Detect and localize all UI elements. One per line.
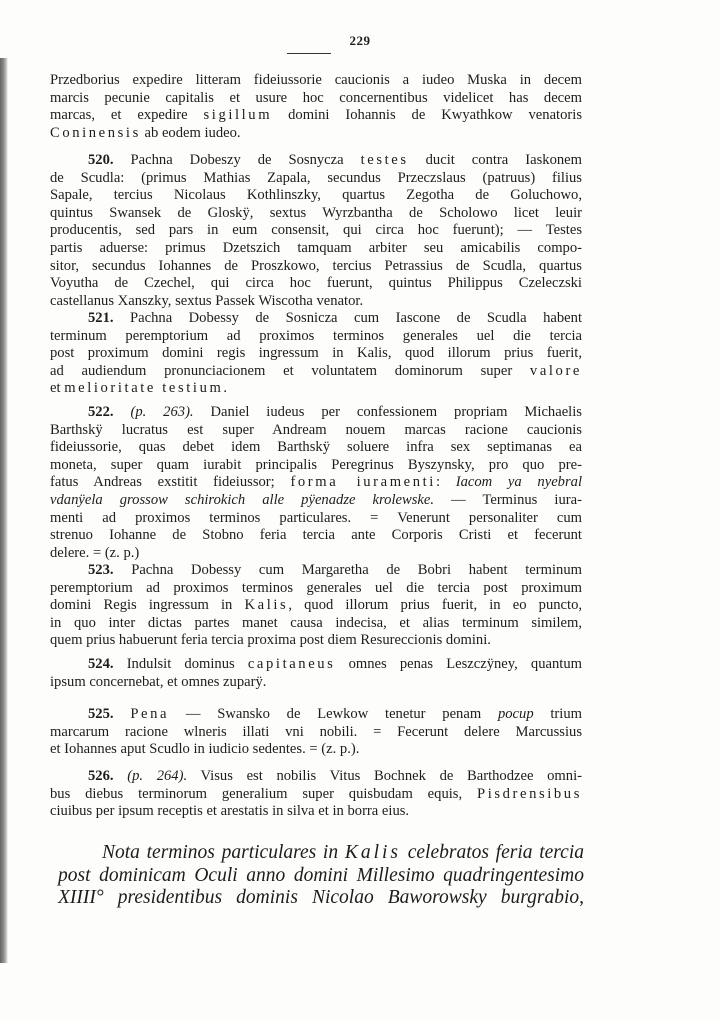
entry-number: 522. xyxy=(88,404,114,420)
text-line: 523. Pachna Dobessy cum Margaretha de Bobri habent terminum xyxy=(88,562,582,578)
entry-523 xyxy=(50,562,582,650)
binding-shadow xyxy=(0,58,8,963)
text-line: marcas, et expedire sigillum domini Iohannis de Kwyathkow venatoris xyxy=(50,107,582,124)
page-number-rule xyxy=(287,53,331,54)
text-line: delere. = (z. p.) xyxy=(50,544,140,561)
entry-number: 521. xyxy=(88,310,114,326)
text-line: fideiussorie, quas debet idem Barthskÿ soluere infra sex septimanas ea xyxy=(50,439,582,456)
text-line: fatus Andreas exstitit fideiussor; forma iuramenti: Iacom ya nyebral xyxy=(50,474,582,491)
text-line: producentis, sed pars in eum consensit, qui circa hoc fuerunt); — Testes xyxy=(50,222,582,239)
text-line: menti ad proximos terminos particulares. = Venerunt personaliter cum xyxy=(50,509,582,526)
paragraph-continuation xyxy=(50,72,582,142)
entry-number: 524. xyxy=(88,656,114,672)
section-heading xyxy=(58,842,584,910)
heading-line: Nota terminos particulares in Kalis celebratos feria tercia xyxy=(102,842,584,863)
entry-520 xyxy=(50,152,582,310)
text-line: 521. Pachna Dobessy de Sosnicza cum Iascone de Scudla habent xyxy=(88,310,582,326)
text-line: peremptorium ad proximos terminos generales uel die tercia post proximum xyxy=(50,579,582,596)
text-line: 526. (p. 264). Visus est nobilis Vitus Bochnek de Barthodzee omni- xyxy=(88,768,582,784)
text-line: 522. (p. 263). Daniel iudeus per confessionem propriam Michaelis xyxy=(88,404,582,420)
text-line: sitor, secundus Iohannes de Proszkowo, tercius Petrassius de Scudla, quartus xyxy=(50,257,582,274)
text-line: moneta, super quam iurabit principalis Peregrinus Byszynsky, pro quo pre- xyxy=(50,456,582,473)
text-line: de Scudla: (primus Mathias Zapala, secundus Przeczslaus (patruus) filius xyxy=(50,169,582,186)
text-line: domini Regis ingressum in Kalis, quod illorum prius fuerit, in eo puncto, xyxy=(50,597,583,614)
entry-526 xyxy=(50,768,582,821)
text-line: vdanÿela grossow schirokich alle pÿenadze krolewske. — Terminus iura- xyxy=(50,491,582,508)
text-line: post proximum domini regis ingressum in Kalis, quod illorum prius fuerit, xyxy=(50,345,582,362)
text-line: ipsum concernebat, et omnes zuparÿ. xyxy=(50,673,267,690)
text-line: ad audiendum pronunciacionem et voluntatem dominorum super valore xyxy=(50,362,582,379)
text-line: terminum peremptorium ad proximos terminos generales uel die tercia xyxy=(50,327,582,344)
entry-number: 523. xyxy=(88,562,114,578)
page-reference: (p. 263). xyxy=(113,404,194,420)
text-line: 524. Indulsit dominus capitaneus omnes penas Leszczÿney, quantum xyxy=(88,656,583,672)
text-line: 525. Pena — Swansko de Lewkow tenetur penam pocup trium xyxy=(88,706,582,722)
text-line: 520. Pachna Dobeszy de Sosnycza testes ducit contra Iaskonem xyxy=(88,152,582,168)
text-line: et melioritate testium. xyxy=(50,380,228,397)
text-line: quintus Swansek de Gloskÿ, sextus Wyrzbantha de Scholowo licet leuir xyxy=(50,204,582,221)
text-line: strenuo Iohanne de Stobno feria tercia ante Corporis Cristi et fecerunt xyxy=(50,527,582,544)
entry-524 xyxy=(50,656,582,691)
text-line: Barthskÿ lucratus est super Andream nouem marcas racione caucionis xyxy=(50,421,582,438)
heading-line: XIIII° presidentibus dominis Nicolao Baworowsky burgrabio, xyxy=(58,887,584,909)
heading-line: post dominicam Oculi anno domini Millesimo quadringentesimo xyxy=(58,864,584,886)
entry-number: 525. xyxy=(88,706,114,722)
text-line: partis aduerse: primus Dzetszich tamquam arbiter seu amicabilis compo- xyxy=(50,239,582,256)
page-reference: (p. 264). xyxy=(113,768,188,784)
text-line: quem prius habuerunt feria tercia proxima post diem Resureccionis domini. xyxy=(50,632,491,649)
entry-525 xyxy=(50,706,582,759)
text-line: in quo inter dictas partes manet causa indecisa, et alias terminum similem, xyxy=(50,614,582,631)
text-line: Sapale, tercius Nicolaus Kothlinszky, quartus Zegotha de Goluchowo, xyxy=(50,187,582,204)
entry-number: 520. xyxy=(88,152,114,168)
text-line: bus diebus terminorum generalium super quisbudam equis, Pisdrensibus xyxy=(50,785,582,802)
entry-number: 526. xyxy=(88,768,114,784)
text-line: marcis pecunie capitalis et usure hoc concernentibus videlicet has decem xyxy=(50,89,582,106)
text-line: Przedborius expedire litteram fideiussorie caucionis a iudeo Muska in decem xyxy=(50,72,582,88)
text-line: Voyutha de Czechel, qui circa hoc fuerunt, quintus Philippus Czeleczski xyxy=(50,275,582,292)
text-line: et Iohannes aput Scudlo in iudicio sedentes. = (z. p.). xyxy=(50,741,360,758)
text-line: Coninensis ab eodem iudeo. xyxy=(50,124,241,141)
text-line: castellanus Xanszky, sextus Passek Wiscotha venator. xyxy=(50,292,364,309)
entry-521 xyxy=(50,310,582,398)
text-line: ciuibus per ipsum receptis et arestatis in silva et in borra eius. xyxy=(50,803,410,820)
entry-522 xyxy=(50,404,582,562)
text-line: marcarum racione wlneris illati vni nobili. = Fecerunt delere Marcussius xyxy=(50,723,582,740)
page-number: 229 xyxy=(349,33,371,48)
